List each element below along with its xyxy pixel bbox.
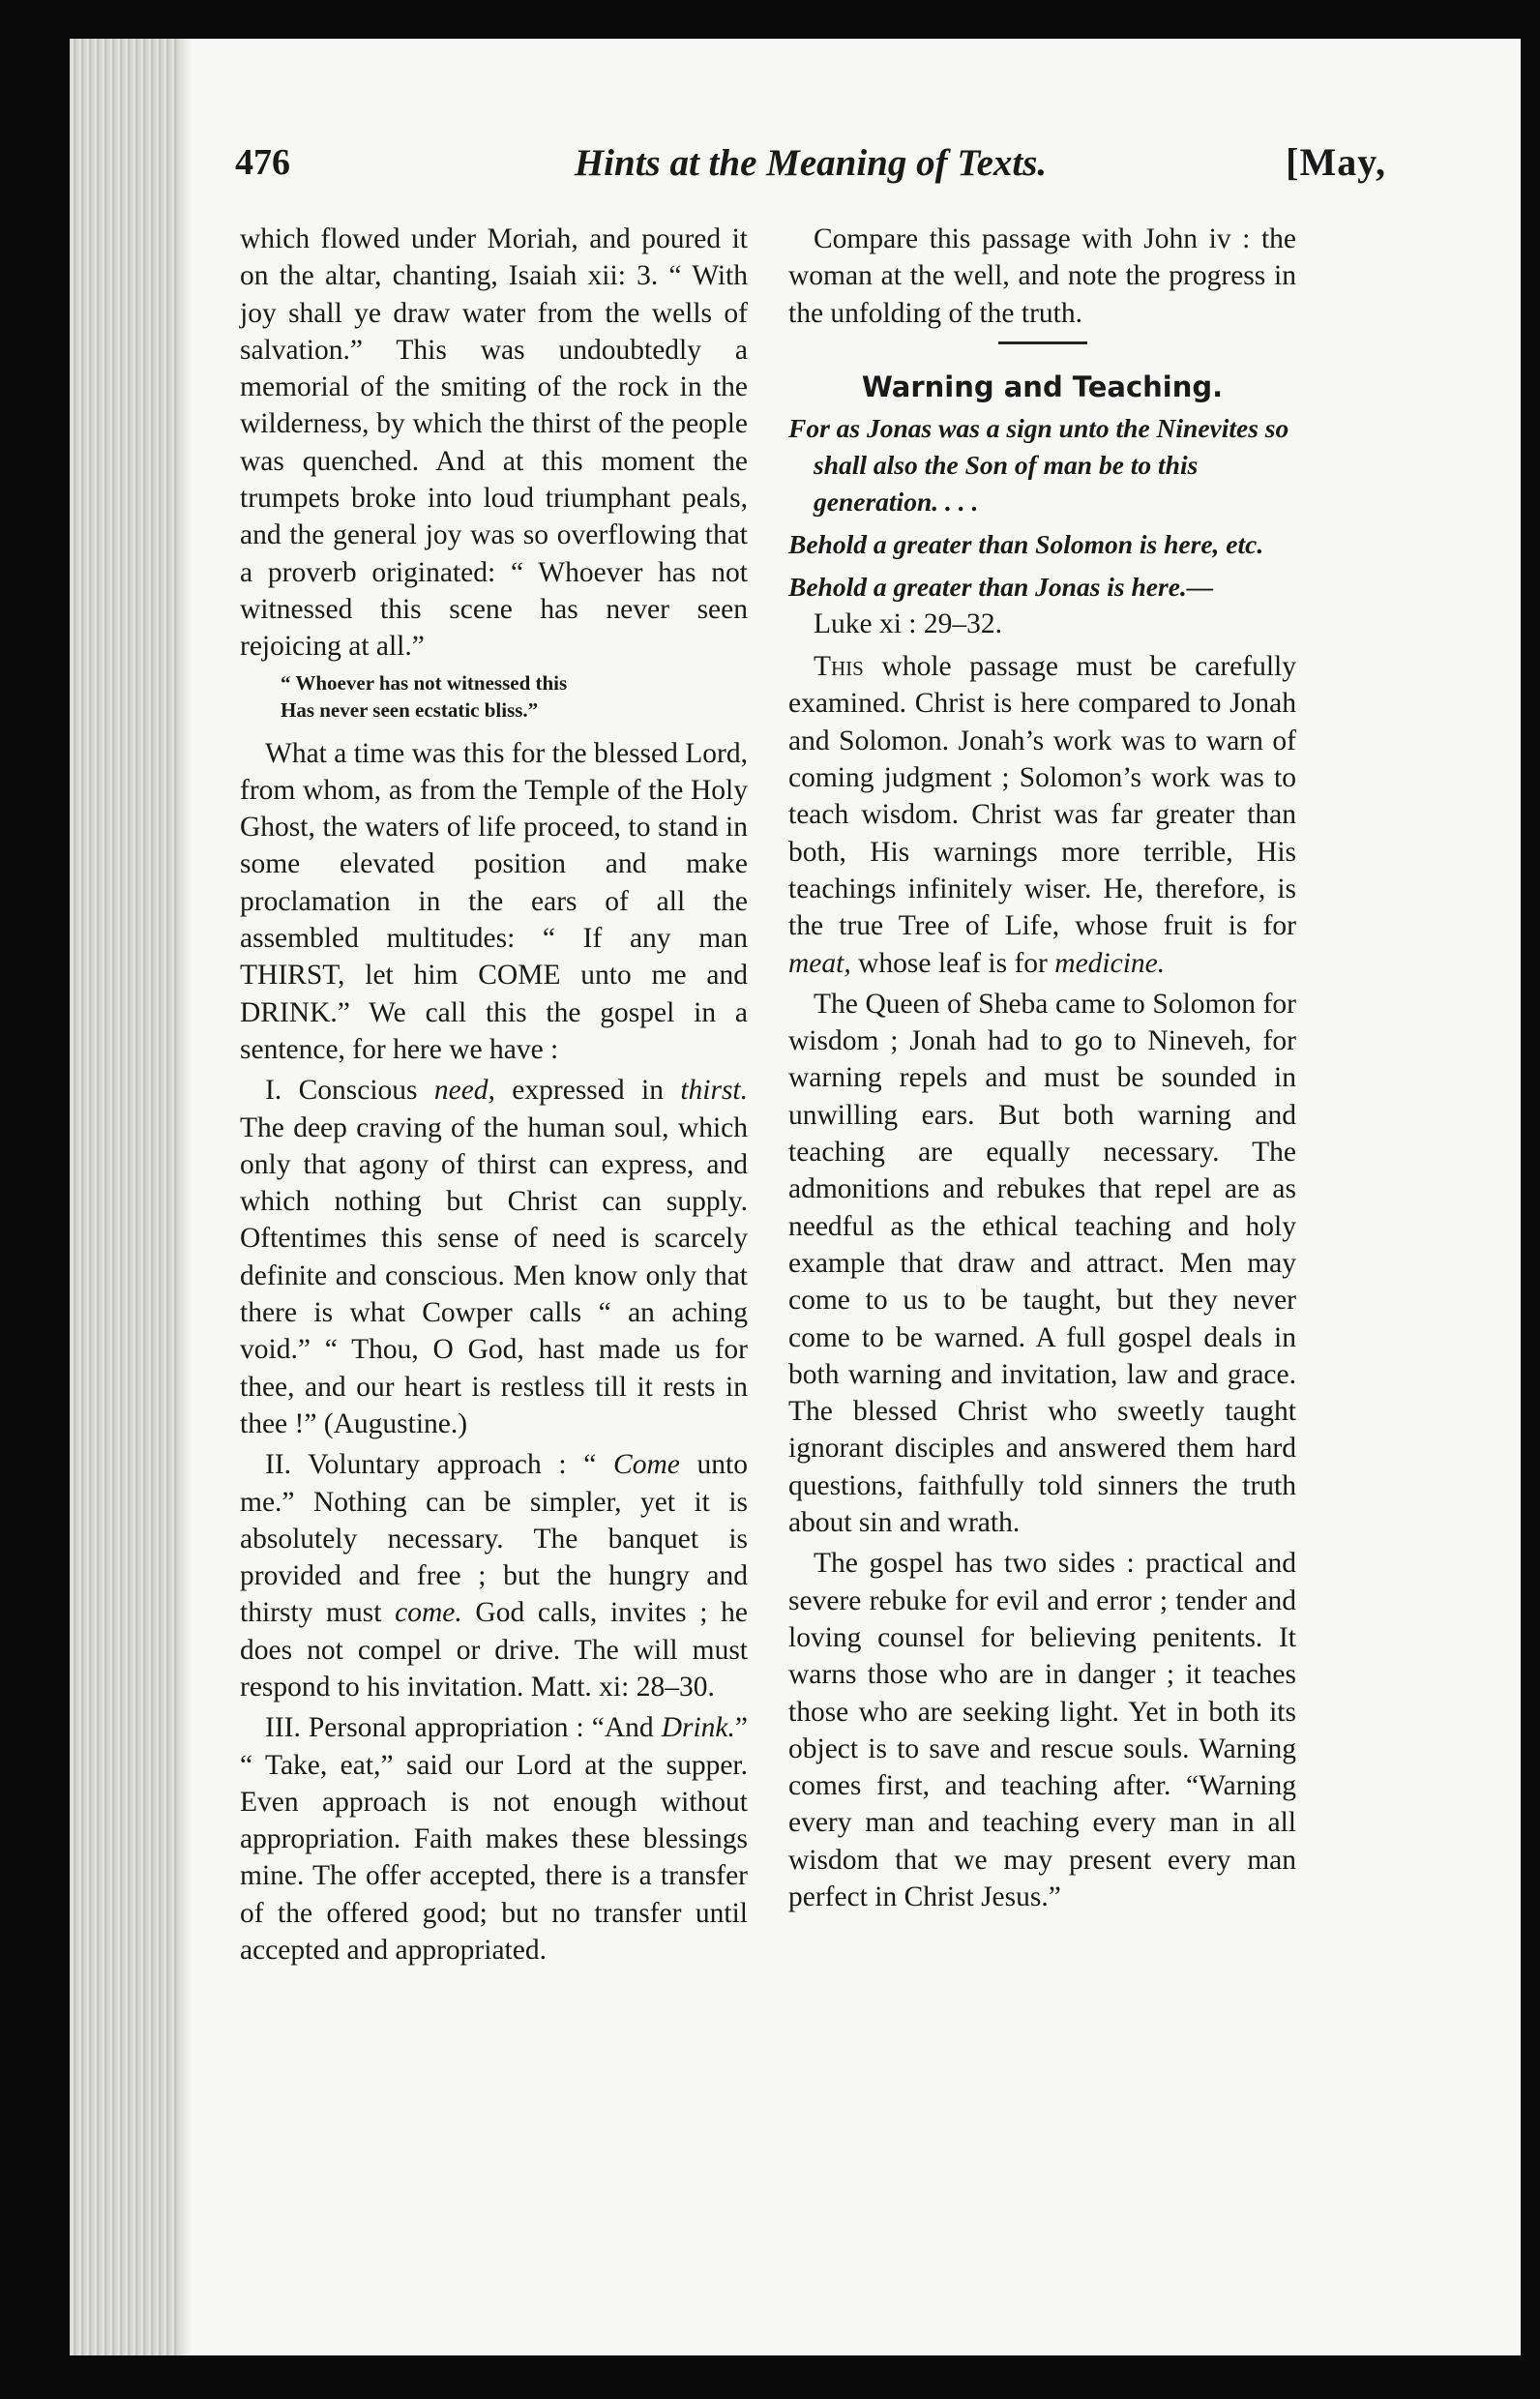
verse-quote [281, 669, 748, 724]
paragraph: The Queen of Sheba came to Solomon for wisdom ; Jonah had to go to Nineveh, for warning repels and must be sounded in unwilling ears. But both warning and teaching are equally necessary. The admonitions and rebukes that repel are as needful as the ethical teaching and holy example that draw and attract. Men may come to us to be taught, but they never come to be warned. A full gospel deals in both warning and invitation, law and grace. The blessed Christ who sweetly taught ignorant disciples and answered them hard questions, faithfully told sinners the truth about sin and wrath. [788, 988, 1296, 1539]
paragraph: The gospel has two sides : practical and severe rebuke for evil and error ; tender and loving counsel for believing penitents. It warns those who are in danger ; it teaches those who are seeking light. Yet in both its object is to save and rescue souls. Warning comes first, and teaching after. “Warning every man and teaching every man in all wisdom that we may present every man perfect in Christ Jesus.” [788, 1548, 1296, 1912]
paragraph: This whole passage must be carefully examined. Christ is here compared to Jonah and Solomon. Jonah’s work was to warn of coming judgment ; Solomon’s work was to teach wisdom. Christ was far greater than both, His warnings more terrible, His teachings infinitely wiser. He, therefore, is the true Tree of Life, whose fruit is for meat, whose leaf is for medicine. [788, 651, 1296, 979]
paragraph: I. Conscious need, expressed in thirst. The deep craving of the human soul, which only that agony of thirst can express, and which nothing but Christ can supply. Oftentimes this sense of need is scarcely definite and conscious. Men know only that there is what Cowper calls “ an aching void.” “ Thou, O God, hast made us for thee, and our heart is restless till it rests in thee !” (Augustine.) [240, 1075, 749, 1439]
divider [998, 341, 1087, 344]
scripture-line: Behold a greater than Jonas is here.— [788, 571, 1214, 602]
scripture-reference: Luke xi : 29–32. [814, 607, 1003, 639]
book-page [70, 39, 1521, 2355]
page-number: 476 [235, 142, 290, 183]
paragraph: III. Personal appropriation : “And Drink.” “ Take, eat,” said our Lord at the supper. Even approach is not enough without appropriation. Faith makes these blessings mine. The offer accepted, there is a transfer of the offered good; but no transfer until accepted and appropriated. [240, 1712, 748, 1967]
right-column [788, 221, 1296, 1919]
running-head [235, 133, 1386, 201]
verse-line: Has never seen ecstatic bliss.” [281, 697, 539, 722]
scripture-line: For as Jonas was a sign unto the Ninevites so shall also the Son of man be to this generation. . . . [788, 412, 1289, 517]
page-edges [70, 39, 178, 2355]
paragraph: Compare this passage with John iv : the woman at the well, and note the progress in the unfolding of the truth. [788, 223, 1296, 329]
section-heading: Warning and Teaching. [861, 370, 1224, 403]
scripture-line: Behold a greater than Solomon is here, etc. [788, 528, 1264, 559]
paragraph: II. Voluntary approach : “ Come unto me.” Nothing can be simpler, yet it is absolutely necessary. The banquet is provided and free ; but the hungry and thirsty must come. God calls, invites ; he does not compel or drive. The will must respond to his invitation. Matt. xi: 28–30. [240, 1449, 748, 1703]
paragraph: What a time was this for the blessed Lord, from whom, as from the Temple of the Holy Ghost, the waters of life proceed, to stand in some elevated position and make proclamation in the ears of all the assembled multitudes: “ If any man THIRST, let him COME unto me and DRINK.” We call this the gospel in a sentence, for here we have : [240, 737, 748, 1065]
paragraph: which flowed under Moriah, and poured it on the altar, chanting, Isaiah xii: 3. “ With joy shall ye draw water from the wells of salvation.” This was undoubtedly a memorial of the smiting of the rock in the wilderness, by which the thirst of the people was quenched. And at this moment the trumpets broke into loud triumphant peals, and the general joy was so overflowing that a proverb originated: “ Whoever has not witnessed this scene has never seen rejoicing at all.” [240, 223, 748, 663]
running-title: Hints at the Meaning of Texts. [574, 142, 1048, 184]
month-label: [May, [1286, 140, 1386, 184]
verse-line: “ Whoever has not witnessed this [281, 670, 568, 695]
left-column [240, 221, 748, 1972]
